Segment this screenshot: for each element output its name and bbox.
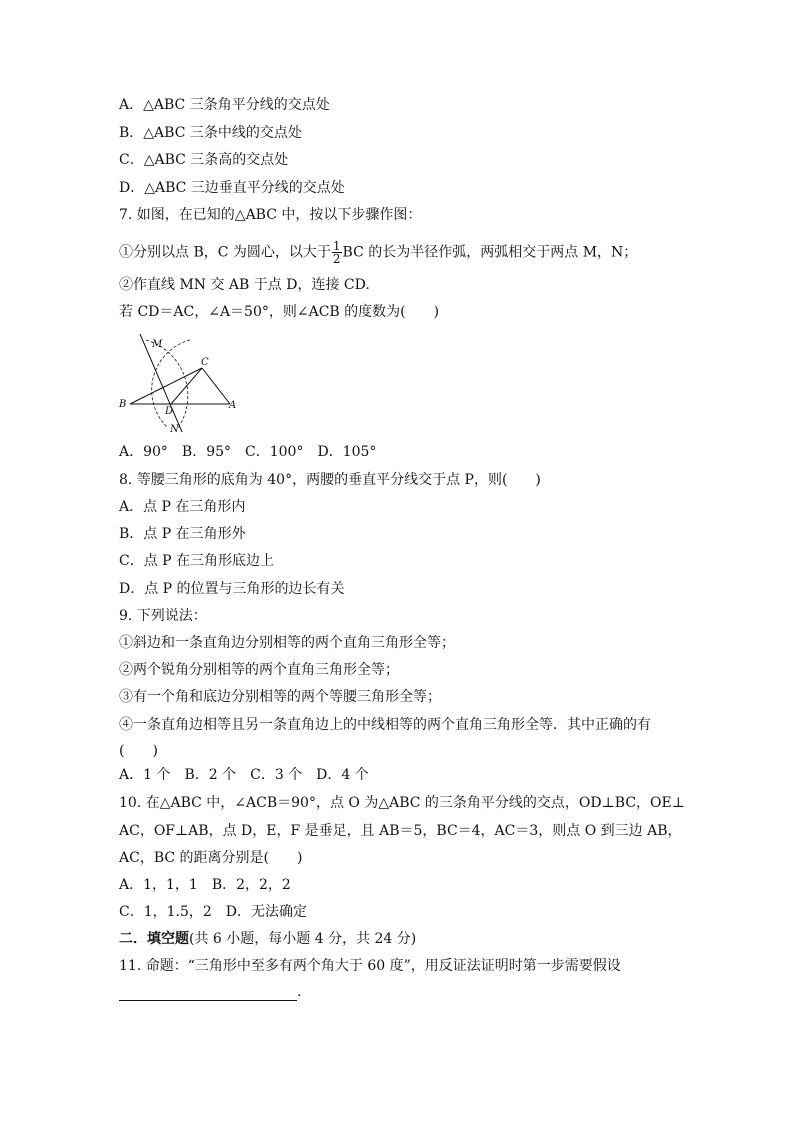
q9-item-2: ②两个锐角分别相等的两个直角三角形全等； [119, 662, 399, 678]
label-a: A [229, 400, 237, 411]
q8-option-d: D．点 P 的位置与三角形的边长有关 [119, 581, 345, 597]
q9-stem: 9. 下列说法： [119, 608, 207, 624]
fraction-numerator: 1 [332, 239, 341, 253]
label-b: B [119, 399, 127, 410]
q6-option-c: C．△ABC 三条高的交点处 [119, 152, 289, 168]
q9-answer-bracket: ( ) [119, 743, 158, 759]
geometry-figure [116, 332, 244, 438]
q7-options: A．90° B．95° C．100° D．105° [119, 444, 377, 460]
label-d: D [165, 406, 174, 417]
q8-option-a: A．点 P 在三角形内 [119, 499, 246, 515]
q7-step2: ②作直线 MN 交 AB 于点 D，连接 CD. [119, 277, 370, 293]
q8-stem: 8. 等腰三角形的底角为 40°，两腰的垂直平分线交于点 P，则( ) [119, 472, 541, 488]
segment-bc [130, 368, 202, 404]
q10-line-3: AC，BC 的距离分别是( ) [119, 850, 303, 866]
q11-answer-line [119, 983, 301, 1001]
label-c: C [201, 357, 209, 368]
q7-condition: 若 CD＝AC，∠A＝50°，则∠ACB 的度数为( ) [119, 304, 440, 320]
fraction-one-half [332, 240, 342, 265]
q10-line-2: AC，OF⊥AB，点 D，E，F 是垂足，且 AB＝5，BC＝4，AC＝3，则点 O 到三边 AB， [119, 823, 682, 839]
section-title: 二．填空题 [119, 931, 189, 947]
q7-step1 [119, 240, 637, 265]
label-n: N [170, 424, 179, 435]
q7-step1-post: BC 的长为半径作弧，两弧相交于两点 M，N； [342, 244, 638, 261]
segment-cd [171, 368, 202, 404]
q9-item-4: ④一条直角边相等且另一条直角边上的中线相等的两个直角三角形全等．其中正确的有 [119, 717, 651, 733]
q11-text: 11. 命题：“三角形中至多有两个角大于 60 度”，用反证法证明时第一步需要假设 [119, 958, 621, 974]
q9-options: A．1 个 B．2 个 C．3 个 D．4 个 [119, 767, 369, 783]
q9-item-3: ③有一个角和底边分别相等的两个等腰三角形全等； [119, 689, 441, 705]
fraction-denominator: 2 [332, 252, 341, 266]
segment-ca [202, 368, 230, 404]
q10-options-row-2: C．1，1.5，2 D．无法确定 [119, 904, 308, 920]
q11-end: . [297, 984, 302, 1000]
section-heading [119, 930, 416, 948]
label-m: M [152, 339, 163, 350]
q9-item-1: ①斜边和一条直角边分别相等的两个直角三角形全等； [119, 635, 455, 651]
q6-option-b: B．△ABC 三条中线的交点处 [119, 125, 302, 141]
q6-option-d: D．△ABC 三边垂直平分线的交点处 [119, 180, 345, 196]
q10-line-1: 10. 在△ABC 中，∠ACB＝90°，点 O 为△ABC 的三条角平分线的交点，OD⊥BC，OE⊥ [119, 795, 685, 811]
q6-option-a: A．△ABC 三条角平分线的交点处 [119, 97, 330, 113]
q7-step1-pre: ①分别以点 B，C 为圆心，以大于 [119, 244, 331, 261]
q8-option-b: B．点 P 在三角形外 [119, 526, 246, 542]
section-note: (共 6 小题，每小题 4 分，共 24 分) [189, 931, 417, 947]
answer-blank [119, 986, 297, 1001]
q8-option-c: C．点 P 在三角形底边上 [119, 553, 275, 569]
q7-stem: 7. 如图，在已知的△ABC 中，按以下步骤作图： [119, 207, 422, 223]
q10-options-row-1: A．1，1，1 B．2，2，2 [119, 877, 291, 893]
